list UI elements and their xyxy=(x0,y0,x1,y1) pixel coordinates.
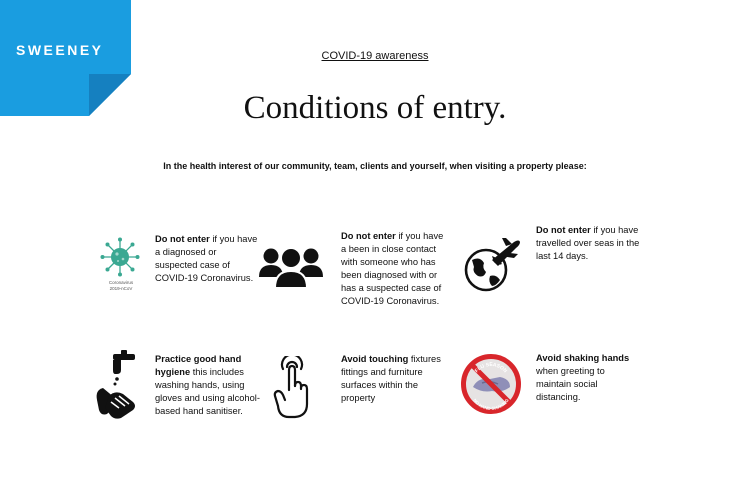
intro-text: In the health interest of our community, team, clients and yourself, when visiting a property please: xyxy=(163,161,587,171)
page-title: Conditions of entry. xyxy=(243,90,507,126)
rule-avoid-shaking-hands xyxy=(536,352,642,404)
virus-icon-caption: Coronavirus 2019-nCoV xyxy=(108,280,134,291)
rule-text: if you have a been in close contact with someone who has been diagnosed with or has a suspected case of COVID-19 Coronavirus. xyxy=(341,231,444,306)
rule-close-contact xyxy=(341,230,447,308)
hand-washing-icon xyxy=(93,350,145,422)
globe-airplane-icon xyxy=(462,236,522,296)
pointing-finger-icon xyxy=(270,356,312,420)
rule-avoid-touching xyxy=(341,353,447,405)
rule-hand-hygiene xyxy=(155,353,261,418)
coronavirus-icon xyxy=(100,237,140,279)
rule-lead: Practice good hand hygiene xyxy=(155,354,242,377)
rule-text: if you have travelled over seas in the last 14 days. xyxy=(536,225,640,261)
rule-text: if you have a diagnosed or suspected case of COVID-19 Coronavirus. xyxy=(155,234,258,283)
group-of-people-icon xyxy=(259,242,323,288)
sign-bottom-text: NO HAND-SHAKING xyxy=(472,397,510,412)
awareness-heading: COVID-19 awareness xyxy=(321,50,429,62)
rule-lead: Do not enter xyxy=(155,234,210,244)
rule-lead: Avoid touching xyxy=(341,354,409,364)
sign-top-text: FLU SEASON xyxy=(473,362,509,375)
rule-lead: Do not enter xyxy=(341,231,396,241)
brand-logo: SWEENEY xyxy=(16,42,104,58)
rule-lead: Do not enter xyxy=(536,225,591,235)
rule-text: fixtures fittings and furniture surfaces within the property xyxy=(341,354,441,403)
rule-coronavirus xyxy=(155,233,259,285)
rule-text: when greeting to maintain social distancing. xyxy=(536,366,605,402)
rule-overseas-travel xyxy=(536,224,642,263)
rule-text: this includes washing hands, using gloves and using alcohol-based hand sanitiser. xyxy=(155,367,260,416)
no-handshake-icon xyxy=(460,353,522,415)
rule-lead: Avoid shaking hands xyxy=(536,353,630,363)
